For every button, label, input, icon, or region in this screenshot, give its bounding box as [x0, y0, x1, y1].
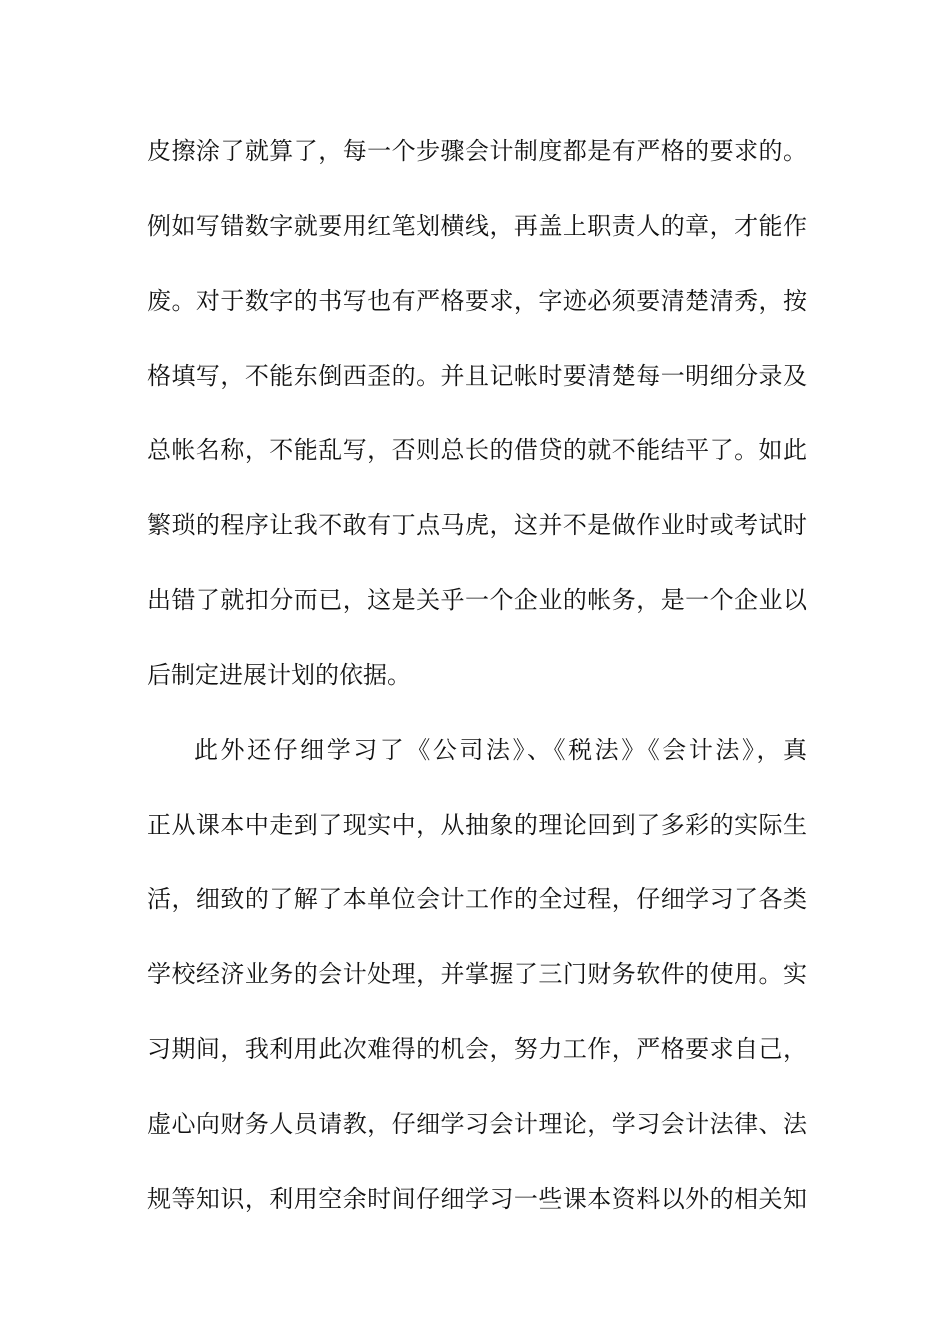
paragraph-line: 皮擦涂了就算了，每一个步骤会计制度都是有严格的要求的。 — [147, 137, 807, 165]
paragraph-line: 格填写，不能东倒西歪的。并且记帐时要清楚每一明细分录及 — [147, 362, 807, 390]
paragraph-line: 习期间，我利用此次难得的机会，努力工作，严格要求自己， — [147, 1035, 807, 1063]
paragraph-line: 例如写错数字就要用红笔划横线，再盖上职责人的章，才能作 — [147, 212, 807, 240]
paragraph-line: 废。对于数字的书写也有严格要求，字迹必须要清楚清秀，按 — [147, 287, 807, 315]
paragraph-line: 繁琐的程序让我不敢有丁点马虎，这并不是做作业时或考试时 — [147, 511, 807, 539]
paragraph-line: 活，细致的了解了本单位会计工作的全过程，仔细学习了各类 — [147, 885, 807, 913]
paragraph-line: 规等知识，利用空余时间仔细学习一些课本资料以外的相关知 — [147, 1185, 807, 1213]
paragraph-line: 虚心向财务人员请教，仔细学习会计理论，学习会计法律、法 — [147, 1110, 807, 1138]
paragraph-line: 总帐名称，不能乱写，否则总长的借贷的就不能结平了。如此 — [147, 436, 807, 464]
paragraph-line: 正从课本中走到了现实中，从抽象的理论回到了多彩的实际生 — [147, 811, 807, 839]
paragraph-first-line: 此外还仔细学习了《公司法》、《税法》《会计法》，真 — [194, 736, 807, 764]
paragraph-line: 学校经济业务的会计处理，并掌握了三门财务软件的使用。实 — [147, 960, 807, 988]
paragraph-line: 后制定进展计划的依据。 — [147, 661, 411, 689]
paragraph-line: 出错了就扣分而已，这是关乎一个企业的帐务，是一个企业以 — [147, 586, 807, 614]
